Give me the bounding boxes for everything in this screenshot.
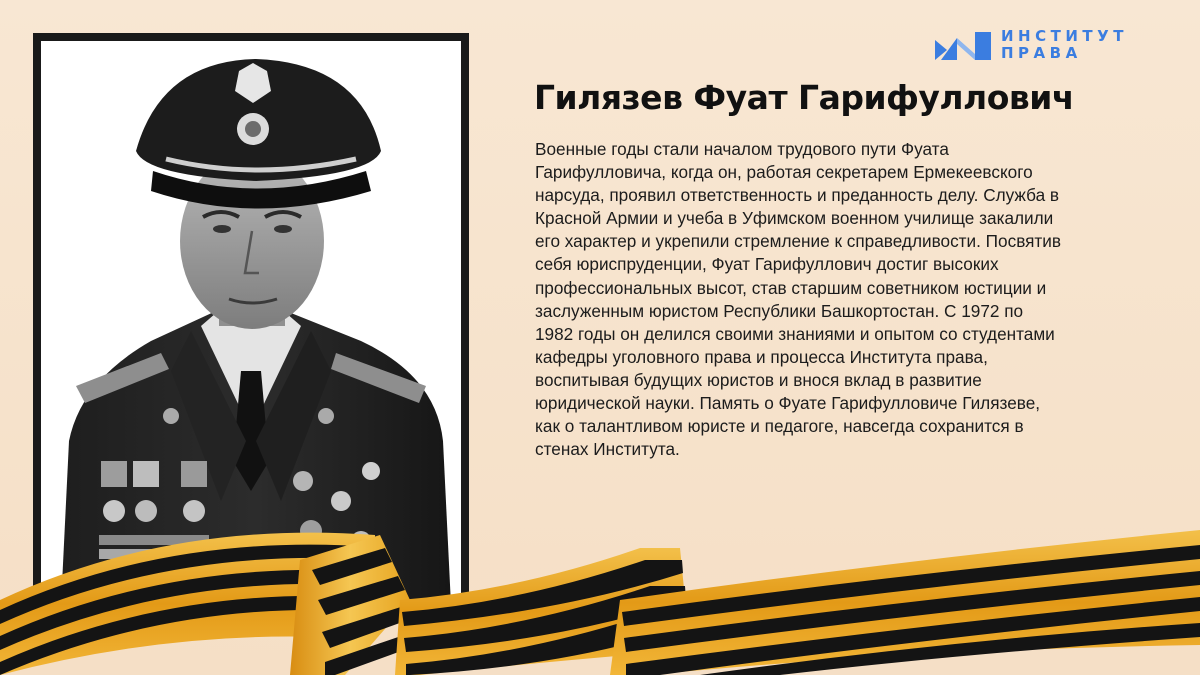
bio-line: себя юриспруденции, Фуат Гарифуллович достиг высоких xyxy=(535,254,999,275)
bio-line: его характер и укрепили стремление к справедливости. Посвятив xyxy=(535,231,1062,252)
bio-line: воспитывая будущих юристов и внося вклад в развитие xyxy=(535,369,982,390)
bio-line: 1982 годы он делился своими знаниями и опытом со студентами xyxy=(535,323,1055,344)
bio-line: Военные годы стали началом трудового пути Фуата xyxy=(535,139,949,159)
photo-frame xyxy=(33,33,469,613)
bio-line: кафедры уголовного права и процесса Института права, xyxy=(535,346,988,367)
bio-line: нарсуда, проявил ответственность и преданность делу. Служба в xyxy=(535,185,1060,206)
bio-line: Гарифулловича, когда он, работая секретарем Ермекеевского xyxy=(535,162,1033,183)
institute-logo xyxy=(935,26,1155,66)
bio-line: юридической науки. Память о Фуате Гарифулловиче Гилязеве, xyxy=(535,393,1041,414)
bio-line: заслуженным юристом Республики Башкортостан. С 1972 по xyxy=(535,300,1024,321)
bio-line: Красной Армии и учеба в Уфимском военном училище закалили xyxy=(535,208,1054,229)
institute-logo-text xyxy=(1001,28,1128,62)
ribbon-right-section xyxy=(610,530,1200,675)
bio-line: стенах Института. xyxy=(535,439,680,460)
biography-text xyxy=(535,138,1155,461)
logo-line-1: ИНСТИТУТ xyxy=(1001,27,1128,45)
bio-line: профессиональных высот, став старшим советником юстиции и xyxy=(535,277,1047,298)
page-title: Гилязев Фуат Гарифуллович xyxy=(534,78,1075,117)
portrait-photo xyxy=(41,41,461,605)
logo-line-2: ПРАВА xyxy=(1001,44,1082,62)
bio-line: как о талантливом юристе и педагоге, навсегда сохранится в xyxy=(535,416,1024,437)
institute-logo-icon xyxy=(935,32,991,60)
